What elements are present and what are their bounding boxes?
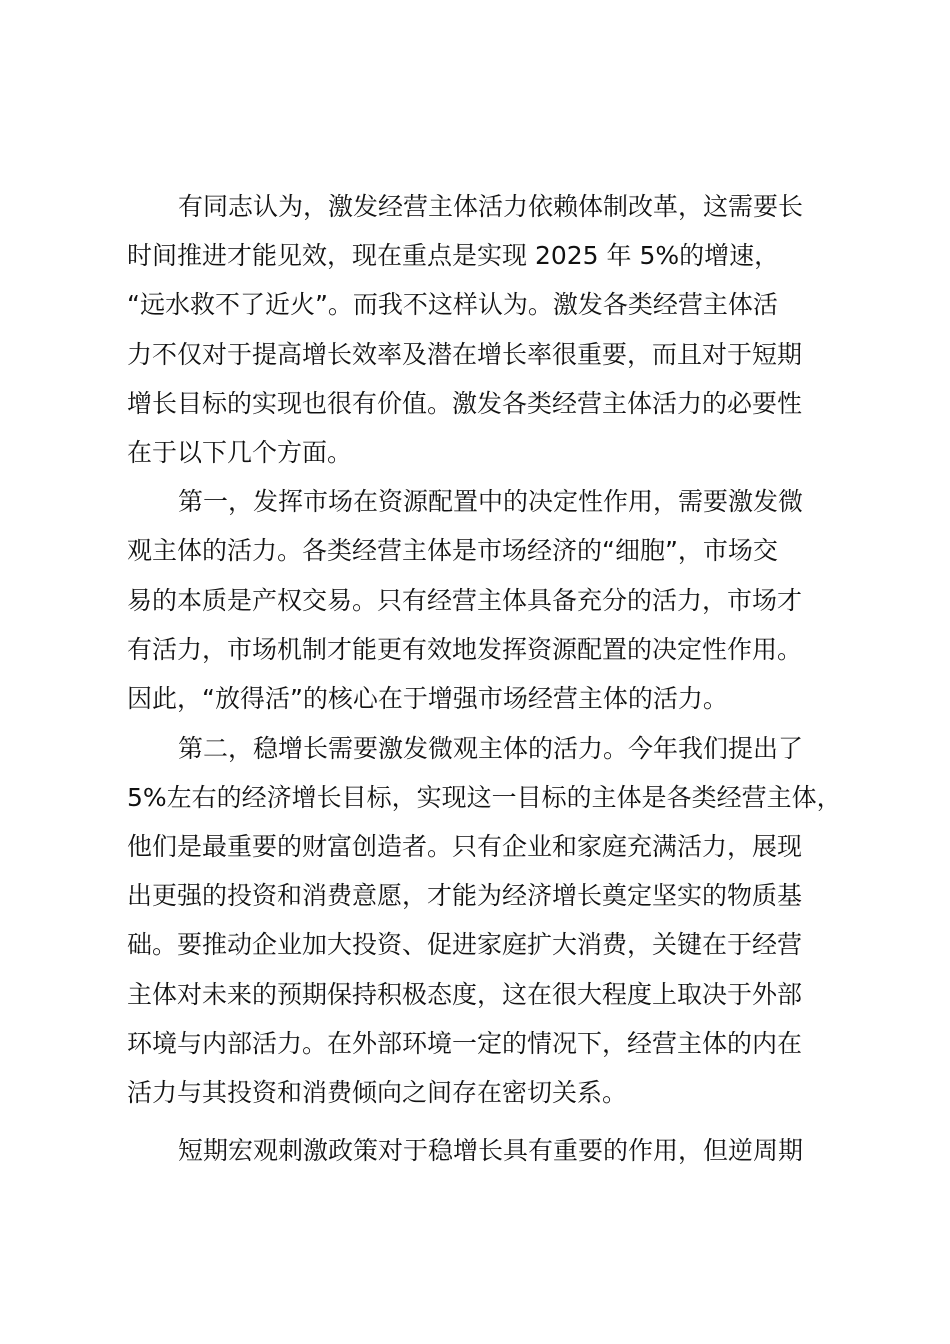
text-line: 有活力，市场机制才能更有效地发挥资源配置的决定性作用。 bbox=[127, 635, 803, 664]
text-line: “远水救不了近火”。而我不这样认为。激发各类经营主体活 bbox=[127, 290, 778, 319]
text-line: 环境与内部活力。在外部环境一定的情况下，经营主体的内在 bbox=[127, 1029, 803, 1058]
text-line: 出更强的投资和消费意愿，才能为经济增长奠定坚实的物质基 bbox=[127, 881, 803, 910]
text-line: 活力与其投资和消费倾向之间存在密切关系。 bbox=[127, 1078, 628, 1107]
text-line: 因此，“放得活”的核心在于增强市场经营主体的活力。 bbox=[127, 684, 728, 713]
text-line: 第一，发挥市场在资源配置中的决定性作用，需要激发微 bbox=[178, 487, 804, 516]
text-line: 增长目标的实现也很有价值。激发各类经营主体活力的必要性 bbox=[127, 389, 803, 418]
text-line: 础。要推动企业加大投资、促进家庭扩大消费，关键在于经营 bbox=[127, 930, 803, 959]
text-line: 短期宏观刺激政策对于稳增长具有重要的作用，但逆周期 bbox=[178, 1136, 804, 1165]
text-line: 5%左右的经济增长目标，实现这一目标的主体是各类经营主体， bbox=[127, 783, 842, 812]
text-line: 有同志认为，激发经营主体活力依赖体制改革，这需要长 bbox=[178, 192, 804, 221]
text-line: 观主体的活力。各类经营主体是市场经济的“细胞”，市场交 bbox=[127, 536, 778, 565]
text-line: 力不仅对于提高增长效率及潜在增长率很重要，而且对于短期 bbox=[127, 340, 803, 369]
text-line: 易的本质是产权交易。只有经营主体具备充分的活力，市场才 bbox=[127, 586, 803, 615]
text-line: 在于以下几个方面。 bbox=[127, 438, 353, 467]
text-line: 他们是最重要的财富创造者。只有企业和家庭充满活力，展现 bbox=[127, 832, 803, 861]
text-line: 第二，稳增长需要激发微观主体的活力。今年我们提出了 bbox=[178, 734, 804, 763]
text-line: 主体对未来的预期保持积极态度，这在很大程度上取决于外部 bbox=[127, 980, 803, 1009]
text-line: 时间推进才能见效，现在重点是实现 2025 年 5%的增速， bbox=[127, 241, 780, 270]
